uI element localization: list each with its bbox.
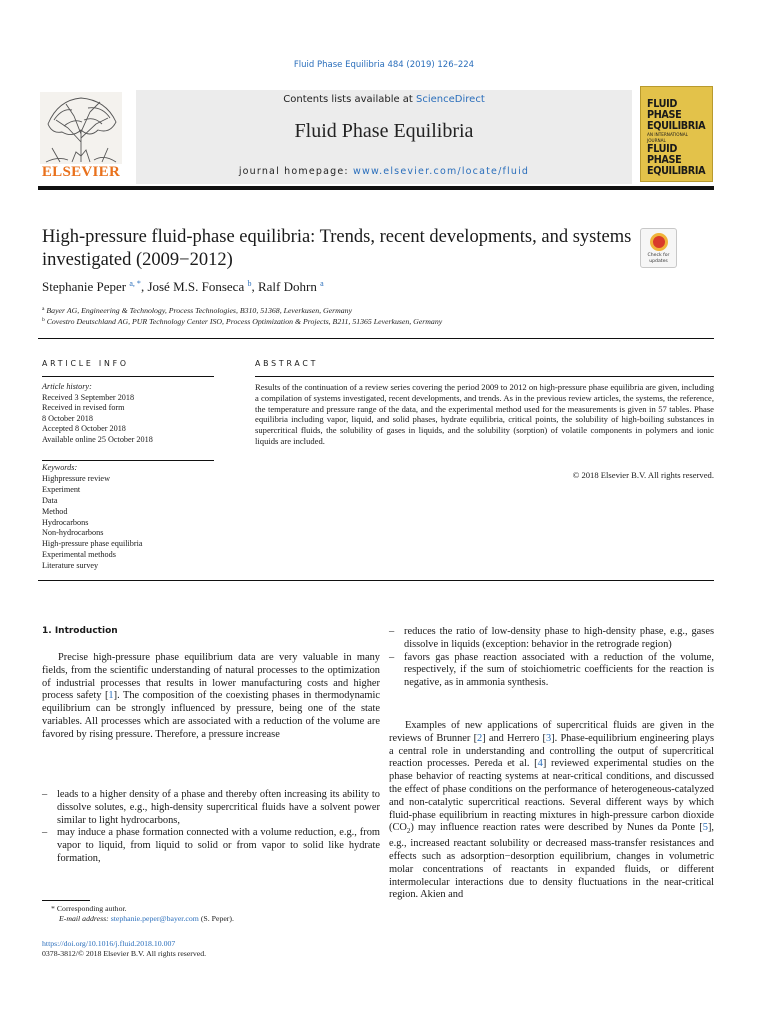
author-name[interactable]: Stephanie Peper: [42, 279, 127, 294]
affiliation-mark: a: [42, 306, 45, 312]
keywords-label: Keywords:: [42, 463, 78, 472]
bullet-dash: –: [389, 626, 395, 637]
affiliation: [42, 306, 722, 315]
author-name[interactable]: Ralf Dohrn: [257, 279, 317, 294]
paragraph-text: Examples of new applications of supercritical fluids are given in the reviews of Brunner [: [389, 720, 714, 744]
footnote-rule: [42, 900, 90, 901]
article-history: [42, 382, 214, 446]
history-item: Received in revised form: [42, 403, 125, 413]
keyword-item: Non-hydrocarbons: [42, 528, 104, 538]
bullet-dash: –: [42, 827, 48, 839]
abstract-text: Results of the continuation of a review series covering the period 2009 to 2012 on high-pressure phase equilibria are given, including a compilation of systems investigated, recent developments, and trends. As in the previous review articles, the systems, the reference, the temperature and pressure range of the data, and the experimental method used for the measurements is given in 57 tables. Phase equilibria including vapor, liquid, and solid phases, hydrate equilibria, critical points, the solubility of high-boiling substances in supercritical fluids, the solubility of gases in liquids, and the solubility (sorption) of volatile components in polymers and ionic liquids are included.: [255, 382, 714, 446]
subscript: 2: [406, 827, 411, 836]
check-updates-icon: [650, 233, 668, 251]
citation-link[interactable]: 2: [477, 732, 483, 744]
affiliation-text: Bayer AG, Engineering & Technology, Process Technologies, B310, 51368, Leverkusen, Germany: [46, 306, 353, 315]
cover-title-line: FLUID PHASE: [647, 98, 682, 121]
section-rule: [38, 580, 714, 581]
article-info-heading: ARTICLE INFO: [42, 359, 129, 368]
citation-link[interactable]: 4: [537, 758, 543, 770]
introduction-paragraph: [389, 720, 714, 902]
journal-homepage-line: [136, 166, 632, 177]
introduction-paragraph: [42, 652, 380, 742]
author-affiliation-mark[interactable]: b: [247, 279, 252, 288]
issn-copyright: 0378-3812/© 2018 Elsevier B.V. All rights reserved.: [42, 949, 207, 958]
homepage-link[interactable]: www.elsevier.com/locate/fluid: [353, 166, 530, 177]
email-link[interactable]: stephanie.peper@bayer.com: [110, 914, 199, 924]
history-item: 8 October 2018: [42, 413, 93, 423]
cover-subtitle: AN INTERNATIONAL JOURNAL: [647, 132, 688, 143]
keyword-item: Hydrocarbons: [42, 517, 89, 527]
paragraph-text: ] reviewed experimental studies on the phase behavior of reacting systems at near-critical conditions, and discussed the effect of phase conditions on the performance of heterogeneous-catalyzed and non-catalytic supercritical reactions. Several different ways by which fluid-phase equilibrium in reacting mixtures in high-pressure carbon dioxide (CO: [389, 758, 714, 834]
list-item-text: leads to a higher density of a phase and thereby often increasing its ability to dissolve solutes, e.g., high-density supercritical fluids have a solvent power similar to light hydrocarbons,: [57, 789, 380, 826]
cover-title-line: FLUID PHASE: [647, 143, 682, 166]
check-updates-label: Check for updates: [647, 253, 670, 264]
author-name[interactable]: José M.S. Fonseca: [147, 279, 245, 294]
citation-link[interactable]: 3: [546, 732, 552, 744]
abstract-rule: [255, 376, 714, 377]
journal-cover-thumbnail[interactable]: [640, 86, 713, 182]
keyword-item: Method: [42, 506, 68, 516]
list-item: [389, 652, 714, 690]
abstract-copyright: © 2018 Elsevier B.V. All rights reserved.: [572, 470, 714, 480]
paragraph-text: ], e.g., increased reactant solubility or decreased mass-transfer resistances and effects such as adsorption−desorption equilibrium, changes in volumetric molar concentrations of reactants in expanded fluids, or different intermolecular interactions due to density fluctuations in the near-critical region. Akien and: [389, 822, 714, 901]
author-affiliation-mark[interactable]: a: [320, 279, 324, 288]
list-item: [42, 789, 380, 827]
elsevier-wordmark: ELSEVIER: [41, 164, 121, 180]
list-item: [42, 827, 380, 865]
citation-link[interactable]: 5: [702, 822, 708, 834]
contents-prefix: Contents lists available at: [283, 94, 417, 105]
email-label: E-mail address:: [59, 914, 109, 924]
list-item-text: may induce a phase formation connected with a volume reduction, e.g., from vapor to liquid, from liquid to solid or from vapor to solid like hydrate formation,: [57, 827, 380, 864]
footnote-text: Corresponding author.: [56, 904, 127, 913]
author-list: Stephanie Peper $^{a, *}$, José M.S. Fonseca $^b$, Ralf Dohrn $^a$: [42, 279, 324, 294]
journal-citation[interactable]: Fluid Phase Equilibria 484 (2019) 126–224: [293, 60, 475, 70]
check-for-updates-button[interactable]: [640, 228, 677, 268]
keywords-rule: [42, 460, 214, 461]
cover-title-line: EQUILIBRIA: [647, 165, 706, 177]
bullet-dash: –: [389, 651, 395, 663]
paragraph-text: ]. Phase-equilibrium engineering plays a central role in understanding and controlling the output of supercritical reaction processes. Pereda et al. [: [389, 732, 714, 770]
affiliation-mark: b: [42, 317, 45, 323]
paragraph-text: Precise high-pressure phase equilibrium data are very valuable in many fields, from the scientific understanding of natural processes to the optimization of industrial processes that results in lower manufacturing costs and higher process safety [: [42, 652, 380, 702]
email-suffix: (S. Peper).: [200, 914, 234, 924]
journal-name: Fluid Phase Equilibria: [294, 120, 474, 142]
paragraph-text: ] and Herrero [: [482, 732, 547, 744]
paragraph-text: ]. The composition of the coexisting phases in thermodynamic equilibrium can be strongly influenced by pressure, being one of the state variables. All processes which are associated with a reduction of the volume are favored by rising pressure. Therefore, a pressure increase: [42, 690, 380, 740]
abstract-heading: ABSTRACT: [255, 359, 319, 368]
footnote: [42, 904, 380, 924]
keyword-item: High-pressure phase equilibria: [42, 539, 143, 549]
keyword-item: Literature survey: [42, 561, 99, 571]
history-item: Received 3 September 2018: [42, 392, 135, 402]
header-rule: [38, 186, 714, 190]
keyword-item: Experiment: [42, 484, 81, 494]
list-item: [389, 626, 714, 652]
article-title: High-pressure fluid-phase equilibria: Trends, recent developments, and systems investigated (2009−2012): [42, 227, 632, 270]
history-item: Accepted 8 October 2018: [42, 424, 126, 434]
introduction-heading: 1. Introduction: [42, 626, 118, 636]
footnote-mark: *: [51, 904, 55, 913]
paragraph-text: ) may influence reaction rates were described by Nunes da Ponte [: [410, 822, 703, 834]
keyword-item: Experimental methods: [42, 550, 116, 560]
article-info-rule: [42, 376, 214, 377]
list-item-text: reduces the ratio of low-density phase to high-density phase, e.g., gases dissolve in liquids (exception: behavior in the retrograde region): [404, 626, 714, 650]
keyword-item: Highpressure review: [42, 473, 110, 483]
history-item: Available online 25 October 2018: [42, 434, 153, 444]
keywords-list: [42, 463, 214, 572]
homepage-prefix: journal homepage:: [238, 166, 354, 177]
author-affiliation-mark[interactable]: a, *: [129, 279, 141, 288]
affiliation: [42, 317, 722, 326]
keyword-item: Data: [42, 495, 58, 505]
affiliation-text: Covestro Deutschland AG, PUR Technology Center ISO, Process Optimization & Projects, B211, 51365 Leverkusen, Germany: [46, 317, 443, 326]
bullet-list: [389, 626, 714, 690]
bullet-list: [42, 789, 380, 866]
list-item-text: favors gas phase reaction associated with a reduction of the volume, respectively, if the sum of stoichiometric coefficients for the reaction is negative, as in ammonia synthesis.: [404, 651, 714, 689]
sciencedirect-link[interactable]: ScienceDirect: [416, 94, 485, 105]
bullet-dash: –: [42, 789, 48, 800]
citation-link[interactable]: 1: [108, 690, 114, 702]
cover-title-line: EQUILIBRIA: [647, 120, 706, 132]
contents-available-line: [136, 94, 632, 105]
history-label: Article history:: [42, 382, 92, 391]
doi-link[interactable]: https://doi.org/10.1016/j.fluid.2018.10.007: [42, 939, 176, 948]
section-rule: [38, 338, 714, 339]
